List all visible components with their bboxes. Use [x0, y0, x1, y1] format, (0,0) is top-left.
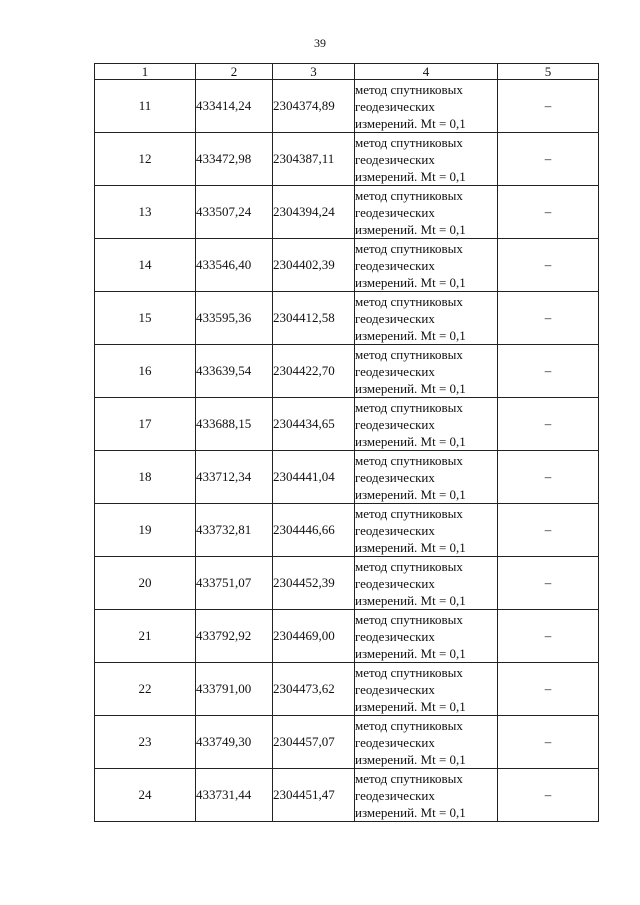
point-number-cell: 17: [95, 398, 196, 451]
column-header-4: 4: [355, 64, 498, 80]
point-number-cell: 11: [95, 80, 196, 133]
note-cell: –: [498, 451, 599, 504]
note-cell: –: [498, 716, 599, 769]
table-row: [95, 292, 599, 345]
method-line: метод спутниковых: [355, 187, 463, 203]
method-line: геодезических: [355, 734, 435, 750]
note-cell: –: [498, 398, 599, 451]
note-cell: –: [498, 133, 599, 186]
note-cell: –: [498, 557, 599, 610]
point-number-cell: 16: [95, 345, 196, 398]
table-row: [95, 663, 599, 716]
method-line: метод спутниковых: [355, 399, 463, 415]
table-row: [95, 345, 599, 398]
note-cell: –: [498, 292, 599, 345]
method-line: метод спутниковых: [355, 134, 463, 150]
x-coordinate-cell: 433749,30: [196, 716, 273, 769]
method-line: геодезических: [355, 681, 435, 697]
method-line: измерений. Mt = 0,1: [355, 486, 466, 502]
y-coordinate-cell: 2304387,11: [273, 133, 355, 186]
note-cell: –: [498, 345, 599, 398]
x-coordinate-cell: 433595,36: [196, 292, 273, 345]
method-line: измерений. Mt = 0,1: [355, 698, 466, 714]
method-line: метод спутниковых: [355, 770, 463, 786]
table-body: [95, 64, 599, 822]
table-row: [95, 557, 599, 610]
x-coordinate-cell: 433712,34: [196, 451, 273, 504]
method-line: измерений. Mt = 0,1: [355, 380, 466, 396]
method-line: метод спутниковых: [355, 558, 463, 574]
x-coordinate-cell: 433639,54: [196, 345, 273, 398]
method-cell: [355, 557, 498, 610]
x-coordinate-cell: 433507,24: [196, 186, 273, 239]
point-number-cell: 21: [95, 610, 196, 663]
method-cell: [355, 663, 498, 716]
column-header-2: 2: [196, 64, 273, 80]
table-row: [95, 451, 599, 504]
method-line: метод спутниковых: [355, 293, 463, 309]
y-coordinate-cell: 2304451,47: [273, 769, 355, 822]
method-line: измерений. Mt = 0,1: [355, 168, 466, 184]
table-row: [95, 610, 599, 663]
method-line: метод спутниковых: [355, 611, 463, 627]
coordinates-table: [94, 63, 599, 822]
x-coordinate-cell: 433731,44: [196, 769, 273, 822]
point-number-cell: 13: [95, 186, 196, 239]
method-line: геодезических: [355, 151, 435, 167]
column-header-1: 1: [95, 64, 196, 80]
table-row: [95, 80, 599, 133]
method-line: измерений. Mt = 0,1: [355, 221, 466, 237]
method-line: измерений. Mt = 0,1: [355, 751, 466, 767]
method-line: метод спутниковых: [355, 717, 463, 733]
method-cell: [355, 451, 498, 504]
table-row: [95, 504, 599, 557]
method-line: измерений. Mt = 0,1: [355, 539, 466, 555]
y-coordinate-cell: 2304473,62: [273, 663, 355, 716]
x-coordinate-cell: 433791,00: [196, 663, 273, 716]
method-cell: [355, 610, 498, 663]
y-coordinate-cell: 2304422,70: [273, 345, 355, 398]
method-line: метод спутниковых: [355, 240, 463, 256]
column-header-5: 5: [498, 64, 599, 80]
method-cell: [355, 239, 498, 292]
method-line: геодезических: [355, 787, 435, 803]
x-coordinate-cell: 433546,40: [196, 239, 273, 292]
method-cell: [355, 80, 498, 133]
y-coordinate-cell: 2304441,04: [273, 451, 355, 504]
y-coordinate-cell: 2304374,89: [273, 80, 355, 133]
method-cell: [355, 504, 498, 557]
y-coordinate-cell: 2304394,24: [273, 186, 355, 239]
method-cell: [355, 716, 498, 769]
method-line: геодезических: [355, 204, 435, 220]
point-number-cell: 18: [95, 451, 196, 504]
x-coordinate-cell: 433472,98: [196, 133, 273, 186]
table-header-row: [95, 64, 599, 80]
method-line: геодезических: [355, 257, 435, 273]
x-coordinate-cell: 433414,24: [196, 80, 273, 133]
point-number-cell: 23: [95, 716, 196, 769]
point-number-cell: 15: [95, 292, 196, 345]
table-row: [95, 186, 599, 239]
method-line: метод спутниковых: [355, 346, 463, 362]
y-coordinate-cell: 2304457,07: [273, 716, 355, 769]
method-line: метод спутниковых: [355, 505, 463, 521]
method-line: геодезических: [355, 98, 435, 114]
note-cell: –: [498, 769, 599, 822]
note-cell: –: [498, 80, 599, 133]
y-coordinate-cell: 2304412,58: [273, 292, 355, 345]
method-line: геодезических: [355, 628, 435, 644]
method-line: геодезических: [355, 416, 435, 432]
point-number-cell: 20: [95, 557, 196, 610]
point-number-cell: 24: [95, 769, 196, 822]
note-cell: –: [498, 186, 599, 239]
table-row: [95, 239, 599, 292]
method-cell: [355, 186, 498, 239]
column-header-3: 3: [273, 64, 355, 80]
method-line: геодезических: [355, 310, 435, 326]
method-line: геодезических: [355, 575, 435, 591]
point-number-cell: 12: [95, 133, 196, 186]
method-line: измерений. Mt = 0,1: [355, 592, 466, 608]
x-coordinate-cell: 433688,15: [196, 398, 273, 451]
method-line: измерений. Mt = 0,1: [355, 804, 466, 820]
method-cell: [355, 133, 498, 186]
method-line: измерений. Mt = 0,1: [355, 645, 466, 661]
y-coordinate-cell: 2304469,00: [273, 610, 355, 663]
y-coordinate-cell: 2304434,65: [273, 398, 355, 451]
method-line: метод спутниковых: [355, 664, 463, 680]
point-number-cell: 19: [95, 504, 196, 557]
y-coordinate-cell: 2304402,39: [273, 239, 355, 292]
method-line: геодезических: [355, 363, 435, 379]
method-line: метод спутниковых: [355, 81, 463, 97]
y-coordinate-cell: 2304452,39: [273, 557, 355, 610]
table-row: [95, 769, 599, 822]
x-coordinate-cell: 433792,92: [196, 610, 273, 663]
method-line: измерений. Mt = 0,1: [355, 327, 466, 343]
table-row: [95, 398, 599, 451]
method-line: измерений. Mt = 0,1: [355, 115, 466, 131]
method-cell: [355, 292, 498, 345]
page-number: 39: [314, 36, 326, 50]
note-cell: –: [498, 239, 599, 292]
method-cell: [355, 345, 498, 398]
method-cell: [355, 769, 498, 822]
method-line: измерений. Mt = 0,1: [355, 433, 466, 449]
method-line: геодезических: [355, 469, 435, 485]
table-row: [95, 716, 599, 769]
method-line: измерений. Mt = 0,1: [355, 274, 466, 290]
note-cell: –: [498, 610, 599, 663]
x-coordinate-cell: 433732,81: [196, 504, 273, 557]
note-cell: –: [498, 663, 599, 716]
y-coordinate-cell: 2304446,66: [273, 504, 355, 557]
x-coordinate-cell: 433751,07: [196, 557, 273, 610]
point-number-cell: 22: [95, 663, 196, 716]
point-number-cell: 14: [95, 239, 196, 292]
note-cell: –: [498, 504, 599, 557]
method-line: метод спутниковых: [355, 452, 463, 468]
table-row: [95, 133, 599, 186]
method-line: геодезических: [355, 522, 435, 538]
method-cell: [355, 398, 498, 451]
